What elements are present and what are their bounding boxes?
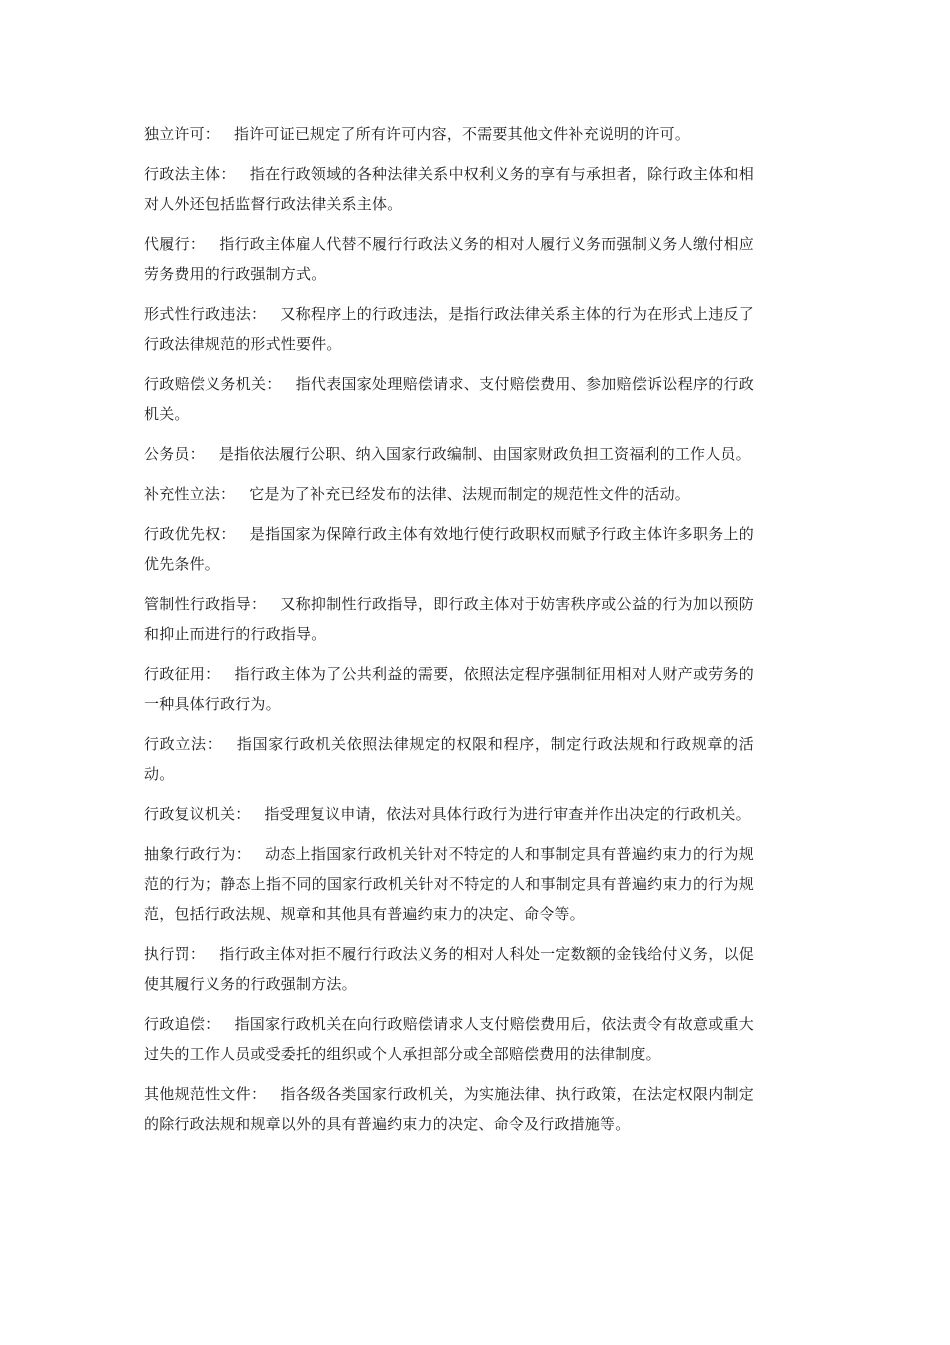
entry-term: 执行罚： [144,945,206,963]
glossary-entry [144,1079,754,1139]
entry-definition: 是指依法履行公职、纳入国家行政编制、由国家财政负担工资福利的工作人员。 [218,445,751,463]
glossary-entry [144,799,754,829]
entry-definition: 又称程序上的行政违法，是指行政法律关系主体的行为在形式上违反了行政法律规范的形式性要件。 [144,305,754,353]
glossary-entry [144,519,754,579]
entry-term: 独立许可： [144,125,221,143]
glossary-entry [144,839,754,929]
entry-term: 公务员： [144,445,205,463]
entry-term: 行政复议机关： [144,805,251,823]
entry-definition: 又称抑制性行政指导，即行政主体对于妨害秩序或公益的行为加以预防和抑止而进行的行政指导。 [144,595,754,643]
entry-term: 管制性行政指导： [144,595,267,613]
entry-definition: 指行政主体为了公共利益的需要，依照法定程序强制征用相对人财产或劳务的一种具体行政行为。 [144,665,754,713]
entry-term: 其他规范性文件： [144,1085,267,1103]
glossary-entry [144,1009,754,1069]
entry-definition: 动态上指国家行政机关针对不特定的人和事制定具有普遍约束力的行为规范的行为；静态上指不同的国家行政机关针对不特定的人和事制定具有普遍约束力的行为规范，包括行政法规、规章和其他具有普遍约束力的决定、命令等。 [144,845,755,923]
entry-term: 形式性行政违法： [144,305,267,323]
entry-definition: 指各级各类国家行政机关，为实施法律、执行政策，在法定权限内制定的除行政法规和规章以外的具有普遍约束力的决定、命令及行政措施等。 [144,1085,754,1133]
entry-definition: 指许可证已规定了所有许可内容，不需要其他文件补充说明的许可。 [234,125,691,143]
glossary-entry [144,939,754,999]
entry-term: 抽象行政行为： [144,845,251,863]
entry-definition: 指行政主体对拒不履行行政法义务的相对人科处一定数额的金钱给付义务，以促使其履行义务的行政强制方法。 [144,945,754,993]
entry-term: 行政立法： [144,735,223,753]
entry-definition: 指在行政领域的各种法律关系中权利义务的享有与承担者，除行政主体和相对人外还包括监督行政法律关系主体。 [144,165,755,213]
entry-term: 代履行： [144,235,206,253]
glossary-entry [144,159,754,219]
entry-term: 补充性立法： [144,485,236,503]
glossary-entry [144,119,754,149]
entry-definition: 指国家行政机关在向行政赔偿请求人支付赔偿费用后，依法责令有故意或重大过失的工作人员或受委托的组织或个人承担部分或全部赔偿费用的法律制度。 [144,1015,754,1063]
glossary-entry [144,729,754,789]
glossary-entry [144,659,754,719]
glossary-entry [144,229,754,289]
entry-definition: 是指国家为保障行政主体有效地行使行政职权而赋予行政主体许多职务上的优先条件。 [144,525,755,573]
entry-definition: 指代表国家处理赔偿请求、支付赔偿费用、参加赔偿诉讼程序的行政机关。 [144,375,754,423]
entry-definition: 指受理复议申请，依法对具体行政行为进行审查并作出决定的行政机关。 [264,805,751,823]
entry-term: 行政优先权： [144,525,236,543]
entry-term: 行政赔偿义务机关： [144,375,282,393]
glossary-entry [144,589,754,649]
document-body [144,119,754,1149]
entry-definition: 它是为了补充已经发布的法律、法规而制定的规范性文件的活动。 [249,485,691,503]
glossary-entry [144,439,754,469]
entry-definition: 指行政主体雇人代替不履行行政法义务的相对人履行义务而强制义务人缴付相应劳务费用的行政强制方式。 [144,235,754,283]
entry-term: 行政法主体： [144,165,236,183]
entry-term: 行政追偿： [144,1015,221,1033]
glossary-entry [144,369,754,429]
entry-definition: 指国家行政机关依照法律规定的权限和程序，制定行政法规和行政规章的活动。 [144,735,754,783]
glossary-entry [144,479,754,509]
entry-term: 行政征用： [144,665,221,683]
glossary-entry [144,299,754,359]
